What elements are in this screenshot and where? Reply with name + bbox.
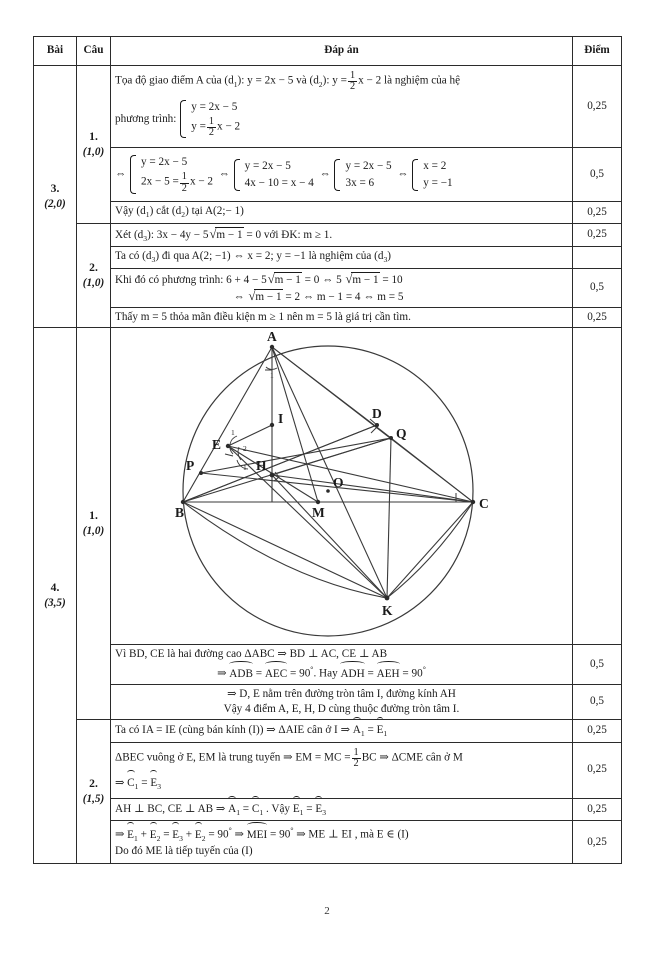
text-segment: = 2 ⇔ m − 1 = 4 ⇔ m = 5 [285,290,404,303]
table-row [34,327,622,644]
vertex-dots [181,345,475,601]
label-D: D [372,405,382,421]
score-cell [573,327,622,644]
part-3-1-points: (1,0) [82,145,105,158]
problem-3-id: 3. [50,181,60,195]
answer-cell-3-1-c: Vậy $(d_1)$ cắt $(d_2)$ tại A(2;− 1) [111,202,573,224]
text-line: Do đó ME là tiếp tuyến của (I) [115,845,253,858]
text-segment: x − 2 là nghiệm của hệ [358,74,461,87]
part-number-3-2 [77,223,111,327]
square-root: √m − 1 [247,288,282,305]
score-cell: 0,25 [573,66,622,148]
answer-cell-4-2-a: Ta có IA = IE (cùng bán kính (I)) ⇒ ΔAIE cân ở I ⇒ $A_1$ = $E_1$ [111,720,573,743]
problem-4-id: 4. [50,581,60,595]
angle-c1: C [127,775,134,791]
part-number-4-1 [77,327,111,719]
answer-cell-3-2-c [111,268,573,307]
angle-e2: E [195,827,202,843]
answer-cell-4-1-b [111,684,573,719]
angle-aec: AEC [265,666,287,682]
angle-e1: E [293,801,300,817]
score-cell: 0,25 [573,821,622,864]
part-4-2-id: 2. [89,777,98,791]
angle-e3: E [172,827,179,843]
text-segment: Tọa độ giao điểm A của (d [115,74,234,87]
column-header-bai: Bài [34,37,77,66]
text-segment: ) tại A(2;− 1) [185,205,244,217]
text-segment: Xét (d [115,228,144,241]
table-row [34,720,622,743]
answer-key-table [33,36,622,864]
equation-system: x = 2 y = −1 [411,158,452,192]
equation-system [179,99,240,140]
answer-cell-4-1-a: Vì BD, CE là hai đường cao ΔABC ⇒ BD ⊥ AC, CE ⊥ AB ⇒ ADB = AEC = 90°. Hay ADH = AEH = 90° [111,644,573,684]
text-segment: ): 3x − 4y − 5 [147,228,209,241]
text-segment: Ta có IA = IE (cùng bán kính (I)) ⇒ ΔAIE cân ở I ⇒ [115,724,350,736]
score-cell: 0,25 [573,202,622,224]
table-row [34,247,622,269]
fraction-one-half: $\frac{1}{2}$ [181,171,187,194]
segment-aq [272,347,391,438]
fraction-one-half: $\frac{1}{2}$ [208,115,215,138]
equation-system: y = 2x − 5 3x = 6 [333,158,391,192]
angle-e1: E [127,827,134,843]
text-line: ⇒ D, E nằm trên đường tròn tâm I, đường kính AH [227,687,456,700]
text-segment: ) đi qua A(2; −1) ⇔ x = 2; y = −1 là nghiệm của (d [155,250,384,262]
angle-aeh: AEH [377,666,400,682]
score-cell: 0,25 [573,798,622,821]
answer-cell-3-1-b: ⇔ y = 2x − 5 2x − 5 = $\frac{1}{2}$ x − 2 ⇔ y = 2x − 5 4x − 10 = x − 4 ⇔ y = 2x − 5 3x = 6 ⇔ x = 2 y = −1 [111,148,573,202]
part-number-4-2 [77,720,111,864]
part-3-2-id: 2. [89,260,98,274]
answer-cell-4-2-c: AH ⊥ BC, CE ⊥ AB ⇒ $A_1$ = $C_1$ . Vậy $E_1$ = $E_3$ [111,798,573,821]
geometry-diagram-svg [115,330,577,642]
table-row [34,202,622,224]
answer-cell-3-2-a: Xét $(d_3)$: 3x − 4y − 5√m − 1 = 0 với ĐK: m ≥ 1. [111,223,573,247]
angle-label-a1: 1 [270,370,274,380]
text-segment: BC ⇒ ΔCME cân ở M [361,751,463,764]
text-segment: ) cắt (d [149,205,182,217]
score-cell: 0,25 [573,307,622,327]
label-B: B [175,504,185,520]
table-row [34,798,622,821]
angle-e3: E [150,775,157,791]
table-row [34,684,622,719]
angle-mei: MEI [247,827,268,843]
part-4-1-id: 1. [89,508,98,522]
score-cell: 0,5 [573,644,622,684]
text-segment: = 0 với ĐK: m ≥ 1. [246,228,333,241]
fraction-one-half: $\frac{1}{2}$ [353,746,359,769]
text-segment: ): y = [322,74,347,87]
square-root: √m − 1 [209,226,244,243]
label-I: I [278,410,284,426]
problem-number-4 [34,327,77,864]
answer-cell-3-2-b: Ta có $(d_3)$ đi qua A(2; −1) ⇔ x = 2; y = −1 là nghiệm của $(d_3)$ [111,247,573,269]
column-header-cau: Câu [77,37,111,66]
table-row [34,223,622,247]
table-header-row [34,37,622,66]
text-segment: Khi đó có phương trình: 6 + 4 − 5 [115,273,267,286]
answer-cell-3-2-d: Thấy m = 5 thỏa mãn điều kiện m ≥ 1 nên m = 5 là giá trị cần tìm. [111,307,573,327]
angle-e2: E [150,827,157,843]
segment-ak [272,347,387,598]
segment-qk [387,438,391,598]
equation-line: y = 2x − 5 [191,100,238,113]
segment-bk [183,502,387,598]
label-O: O [333,474,344,490]
answer-cell-4-2-b: ΔBEC vuông ở E, EM là trung tuyến ⇒ EM = MC = $\frac{1}{2}$ BC ⇒ ΔCME cân ở M ⇒ $C_1$ = $E_3$ [111,742,573,798]
angle-c1: C [252,801,259,817]
part-4-2-points: (1,5) [82,793,105,806]
score-cell: 0,5 [573,148,622,202]
table-row [34,644,622,684]
text-segment: = 10 [382,273,403,286]
equation-system-label: phương trình: [115,112,177,125]
text-line: Vậy 4 điểm A, E, H, D cùng thuộc đường tròn tâm I. [223,702,460,715]
angle-label-e1: 1 [231,427,235,437]
text-segment: AH ⊥ BC, CE ⊥ AB ⇒ [115,802,226,815]
text-segment: ΔBEC vuông ở E, EM là trung tuyến ⇒ EM = MC = [115,751,351,764]
angle-adb: ADB [229,666,253,682]
text-line: Vì BD, CE là hai đường cao ΔABC ⇒ BD ⊥ AC, CE ⊥ AB [115,647,388,660]
score-cell [573,247,622,269]
label-K: K [382,602,393,618]
text-segment: Ta có (d [115,250,152,262]
equation-system: y = 2x − 5 4x − 10 = x − 4 [233,158,314,192]
page-number: 2 [324,905,330,917]
column-header-dap-an: Đáp án [111,37,573,66]
score-cell: 0,25 [573,720,622,743]
triangle-abc [183,347,473,502]
score-cell: 0,5 [573,268,622,307]
column-header-diem: Điểm [573,37,622,66]
score-cell: 0,5 [573,684,622,719]
angle-adh: ADH [340,666,364,682]
problem-4-points: (3,5) [44,597,66,610]
square-root: √m − 1 [344,271,379,288]
text-segment: Vậy (d [115,205,146,217]
table-row [34,148,622,202]
text-segment: ⇔ [233,290,245,303]
label-M: M [312,504,325,520]
fraction-one-half: $\frac{1}{2}$ [349,70,356,93]
label-H: H [256,457,267,473]
label-C: C [479,495,489,511]
text-segment: ): y = 2x − 5 và (d [237,74,319,87]
segment-hk [272,475,387,598]
label-A: A [267,329,277,344]
part-3-1-id: 1. [89,129,98,143]
label-E: E [212,436,222,452]
label-Q: Q [396,425,407,441]
right-angle-mark-e [225,454,233,456]
score-cell: 0,25 [573,223,622,247]
angle-label-e3: 1 [243,462,247,472]
table-row [34,66,622,148]
part-4-1-points: (1,0) [82,524,105,537]
problem-3-points: (2,0) [44,197,66,210]
geometry-figure-cell [111,327,573,644]
angle-a1: A [228,801,236,817]
angle-e1: E [377,722,384,738]
answer-cell-3-1-a: Tọa độ giao điểm A của $(d_1)$: y = 2x − 5 và $(d_2)$: y = $\frac{1}{2}$ x − 2 là nghiệm của hệ phương trình: y = 2x − 5 y = $\frac{1}{2}$ x − 2 [111,66,573,148]
angle-a1: A [353,722,361,738]
table-row [34,307,622,327]
angle-label-e2: 2 [243,443,247,453]
part-number-3-1 [77,66,111,224]
answer-cell-4-2-d: ⇒ $E_1$ + $E_2$ = $E_3$ + $E_2 = 90^\circ$ ⇒ MEI = 90° ⇒ ME ⊥ EI , mà E ∈ (I) Do đó ME là tiếp tuyến của (I) [111,821,573,864]
text-segment: = 0 ⇔ 5 [304,273,342,286]
table-row [34,742,622,798]
table-row [34,821,622,864]
problem-number-3 [34,66,77,328]
text-segment: ) [387,250,391,262]
angle-e3: E [315,801,322,817]
part-3-2-points: (1,0) [82,276,105,289]
geometry-figure [115,330,577,642]
equation-system: y = 2x − 5 2x − 5 = $\frac{1}{2}$ x − 2 [129,154,213,195]
label-P: P [186,457,195,473]
square-root: √m − 1 [267,271,302,288]
equation-line: y = $\frac{1}{2}$ x − 2 [191,115,241,138]
table-row [34,268,622,307]
score-cell: 0,25 [573,742,622,798]
